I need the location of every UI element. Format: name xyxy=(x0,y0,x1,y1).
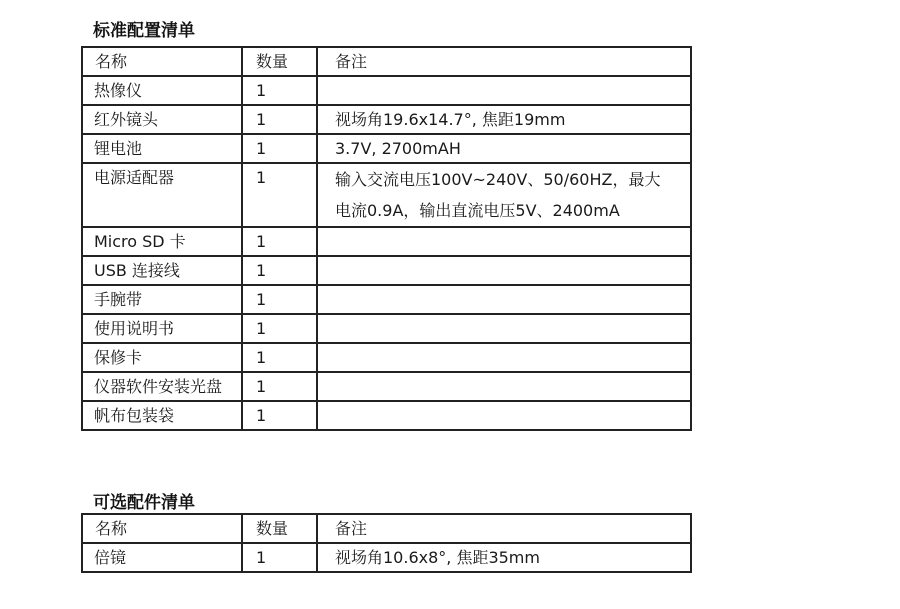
item-note-line: 输入交流电压100V~240V、50/60HZ，最大 xyxy=(335,170,661,189)
optional-accessories-title: 可选配件清单 xyxy=(93,493,195,513)
table-row xyxy=(82,372,691,401)
header-name: 名称 xyxy=(82,514,242,543)
table-row xyxy=(82,543,691,572)
table-row xyxy=(82,134,691,163)
item-note xyxy=(317,227,691,256)
item-name: 使用说明书 xyxy=(82,314,242,343)
item-qty: 1 xyxy=(242,314,317,343)
item-qty: 1 xyxy=(242,163,317,227)
item-qty: 1 xyxy=(242,543,317,572)
item-name: 电源适配器 xyxy=(82,163,242,227)
item-name: 保修卡 xyxy=(82,343,242,372)
item-name: 红外镜头 xyxy=(82,105,242,134)
table-header-row xyxy=(82,514,691,543)
item-name: 仪器软件安装光盘 xyxy=(82,372,242,401)
standard-config-title: 标准配置清单 xyxy=(93,21,195,41)
table-row xyxy=(82,163,691,227)
table-header-row xyxy=(82,47,691,76)
item-qty: 1 xyxy=(242,134,317,163)
item-name: 热像仪 xyxy=(82,76,242,105)
item-note: 3.7V, 2700mAH xyxy=(317,134,691,163)
item-note xyxy=(317,76,691,105)
item-name: 帆布包装袋 xyxy=(82,401,242,430)
item-note xyxy=(317,343,691,372)
item-note: 视场角19.6x14.7°, 焦距19mm xyxy=(317,105,691,134)
item-note xyxy=(317,314,691,343)
table-row xyxy=(82,314,691,343)
item-qty: 1 xyxy=(242,343,317,372)
item-note xyxy=(317,163,691,227)
item-name: USB 连接线 xyxy=(82,256,242,285)
item-qty: 1 xyxy=(242,401,317,430)
table-row xyxy=(82,105,691,134)
item-qty: 1 xyxy=(242,285,317,314)
item-note: 视场角10.6x8°, 焦距35mm xyxy=(317,543,691,572)
item-qty: 1 xyxy=(242,76,317,105)
item-note xyxy=(317,401,691,430)
item-qty: 1 xyxy=(242,256,317,285)
item-note xyxy=(317,256,691,285)
optional-accessories-table xyxy=(81,513,692,573)
item-note xyxy=(317,372,691,401)
table-row xyxy=(82,401,691,430)
table-row xyxy=(82,343,691,372)
item-name: 倍镜 xyxy=(82,543,242,572)
header-qty: 数量 xyxy=(242,514,317,543)
table-row xyxy=(82,76,691,105)
table-row xyxy=(82,285,691,314)
item-note-line: 电流0.9A，输出直流电压5V、2400mA xyxy=(335,201,620,220)
item-qty: 1 xyxy=(242,227,317,256)
item-name: 手腕带 xyxy=(82,285,242,314)
item-qty: 1 xyxy=(242,105,317,134)
table-row xyxy=(82,227,691,256)
item-note xyxy=(317,285,691,314)
header-name: 名称 xyxy=(82,47,242,76)
header-note: 备注 xyxy=(317,47,691,76)
item-name: Micro SD 卡 xyxy=(82,227,242,256)
item-name: 锂电池 xyxy=(82,134,242,163)
standard-config-table xyxy=(81,46,692,431)
item-qty: 1 xyxy=(242,372,317,401)
table-row xyxy=(82,256,691,285)
header-note: 备注 xyxy=(317,514,691,543)
header-qty: 数量 xyxy=(242,47,317,76)
